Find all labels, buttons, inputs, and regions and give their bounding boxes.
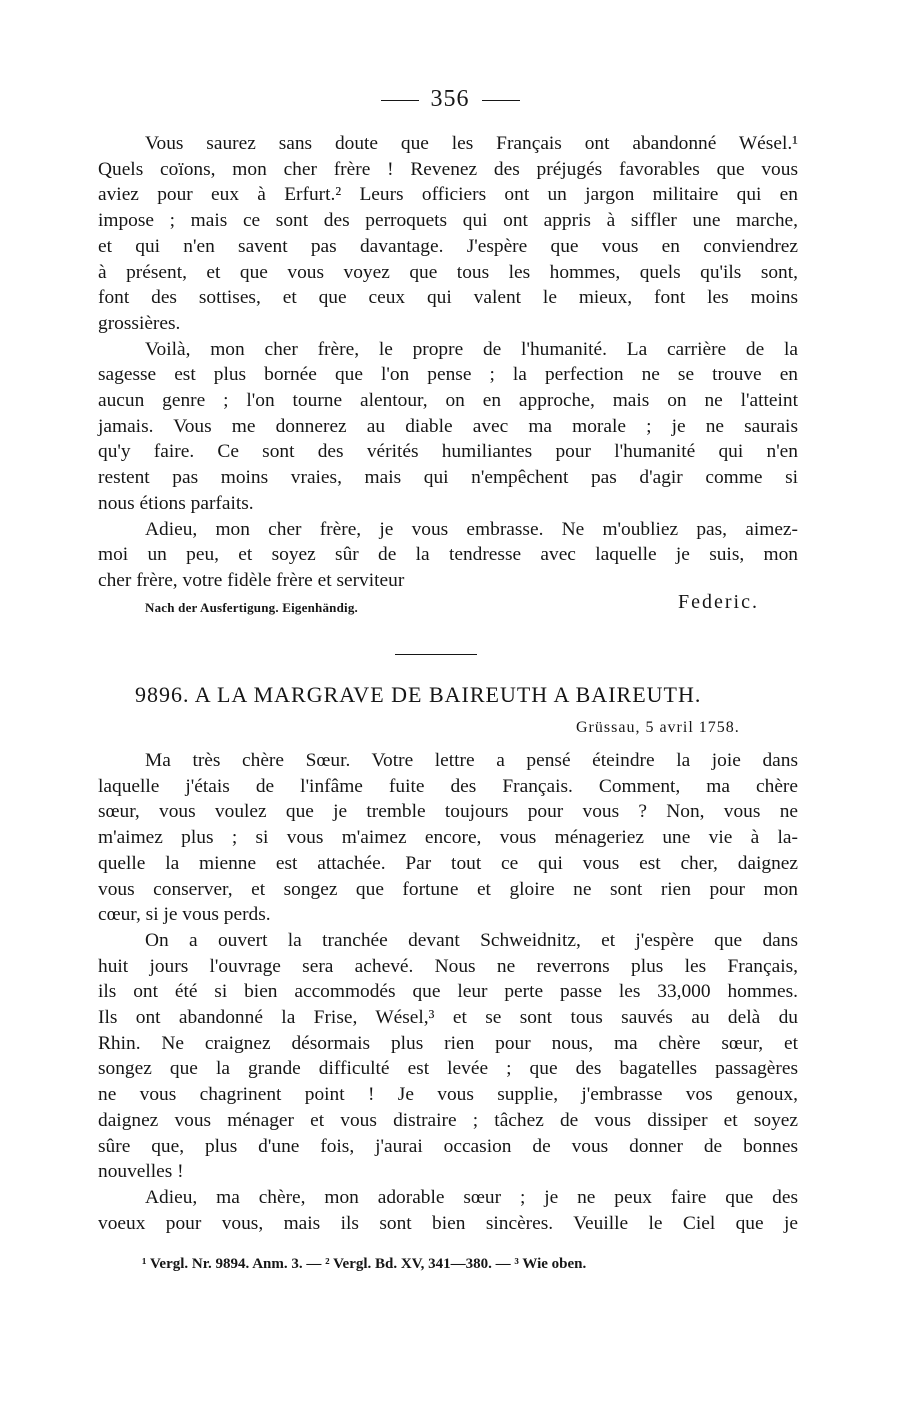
text-line: cher frère, votre fidèle frère et serviteur xyxy=(98,569,405,591)
text-line: sœur, vous voulez que je tremble toujours pour vous ? Non, vous ne xyxy=(98,801,798,823)
paragraph xyxy=(98,748,798,928)
text-line: sagesse est plus bornée que l'on pense ; la perfection ne se trouve en xyxy=(98,364,798,386)
text-line: Quels coïons, mon cher frère ! Revenez des préjugés favorables que vous xyxy=(98,158,798,180)
text-line: jamais. Vous me donnerez au diable avec ma morale ; je ne saurais xyxy=(98,415,798,437)
letter-close-body xyxy=(98,131,798,594)
source-note: Nach der Ausfertigung. Eigenhändig. xyxy=(145,600,358,615)
text-line: Vous saurez sans doute que les Français ont abandonné Wésel.¹ xyxy=(145,133,798,154)
text-line: impose ; mais ce sont des perroquets qui ont appris à siffler une marche, xyxy=(98,210,798,232)
text-line: grossières. xyxy=(98,312,181,334)
text-line: à présent, et que vous voyez que tous les hommes, quels qu'ils sont, xyxy=(98,261,798,283)
letter-body xyxy=(98,748,798,1236)
page-number-left-dash xyxy=(381,100,419,101)
text-line: nous étions parfaits. xyxy=(98,492,254,514)
text-line: aviez pour eux à Erfurt.² Leurs officiers ont un jargon militaire qui en xyxy=(98,184,798,206)
text-line: Adieu, mon cher frère, je vous embrasse. Ne m'oubliez pas, aimez- xyxy=(145,518,798,540)
text-line: On a ouvert la tranchée devant Schweidnitz, et j'espère que dans xyxy=(145,929,798,951)
text-line: Voilà, mon cher frère, le propre de l'humanité. La carrière de la xyxy=(145,338,798,360)
text-line: moi un peu, et soyez sûr de la tendresse avec laquelle je suis, mon xyxy=(98,544,798,566)
page-number-value: 356 xyxy=(430,86,470,112)
text-line: Ils ont abandonné la Frise, Wésel,³ et se sont tous sauvés au delà du xyxy=(98,1007,798,1029)
page-number-right-dash xyxy=(482,100,520,101)
text-line: cœur, si je vous perds. xyxy=(98,904,271,926)
letter-heading: 9896. A LA MARGRAVE DE BAIREUTH A BAIREUTH. xyxy=(135,682,702,707)
page-number xyxy=(0,86,900,113)
text-line: Ma très chère Sœur. Votre lettre a pensé éteindre la joie dans xyxy=(145,750,798,771)
paragraph xyxy=(98,928,798,1185)
text-line: quelle la mienne est attachée. Par tout ce qui vous est cher, daignez xyxy=(98,852,798,874)
text-line: Adieu, ma chère, mon adorable sœur ; je ne peux faire que des xyxy=(145,1186,798,1208)
text-line: daignez vous ménager et vous distraire ; tâchez de vous dissiper et soyez xyxy=(98,1109,798,1131)
text-line: vous conserver, et songez que fortune et gloire ne sont rien pour mon xyxy=(98,878,798,900)
paragraph xyxy=(98,337,798,517)
text-line: sûre que, plus d'une fois, j'aurai occasion de vous donner de bonnes xyxy=(98,1135,798,1157)
text-line: Rhin. Ne craignez désormais plus rien pour nous, ma chère sœur, et xyxy=(98,1032,798,1054)
text-line: m'aimez plus ; si vous m'aimez encore, vous ménageriez une vie à la- xyxy=(98,827,798,849)
text-line: songez que la grande difficulté est levée ; que des bagatelles passagères xyxy=(98,1058,798,1080)
text-line: et qui n'en savent pas davantage. J'espère que vous en conviendrez xyxy=(98,235,798,257)
text-line: voeux pour vous, mais ils sont bien sincères. Veuille le Ciel que je xyxy=(98,1212,798,1234)
text-line: laquelle j'étais de l'infâme fuite des Français. Comment, ma chère xyxy=(98,775,798,797)
text-line: qu'y faire. Ce sont des vérités humiliantes pour l'humanité qui n'en xyxy=(98,441,798,463)
text-line: huit jours l'ouvrage sera achevé. Nous ne reverrons plus les Français, xyxy=(98,955,798,977)
signature: Federic. xyxy=(678,591,759,613)
footnotes: ¹ Vergl. Nr. 9894. Anm. 3. — ² Vergl. Bd. XV, 341—380. — ³ Wie oben. xyxy=(142,1256,587,1272)
text-line: ils ont été si bien accommodés que leur perte passe les 33,000 hommes. xyxy=(98,981,798,1003)
letter-dateline: Grüssau, 5 avril 1758. xyxy=(576,719,740,736)
paragraph xyxy=(98,517,798,594)
paragraph xyxy=(98,131,798,337)
text-line: aucun genre ; l'on tourne alentour, on en approche, mais on ne l'atteint xyxy=(98,390,798,412)
paragraph xyxy=(98,1185,798,1236)
text-line: ne vous chagrinent point ! Je vous supplie, j'embrasse vos genoux, xyxy=(98,1084,798,1106)
text-line: font des sottises, et que ceux qui valent le mieux, font les moins xyxy=(98,287,798,309)
text-line: nouvelles ! xyxy=(98,1161,184,1183)
section-separator xyxy=(395,654,477,655)
text-line: restent pas moins vraies, mais qui n'empêchent pas d'agir comme si xyxy=(98,467,798,489)
